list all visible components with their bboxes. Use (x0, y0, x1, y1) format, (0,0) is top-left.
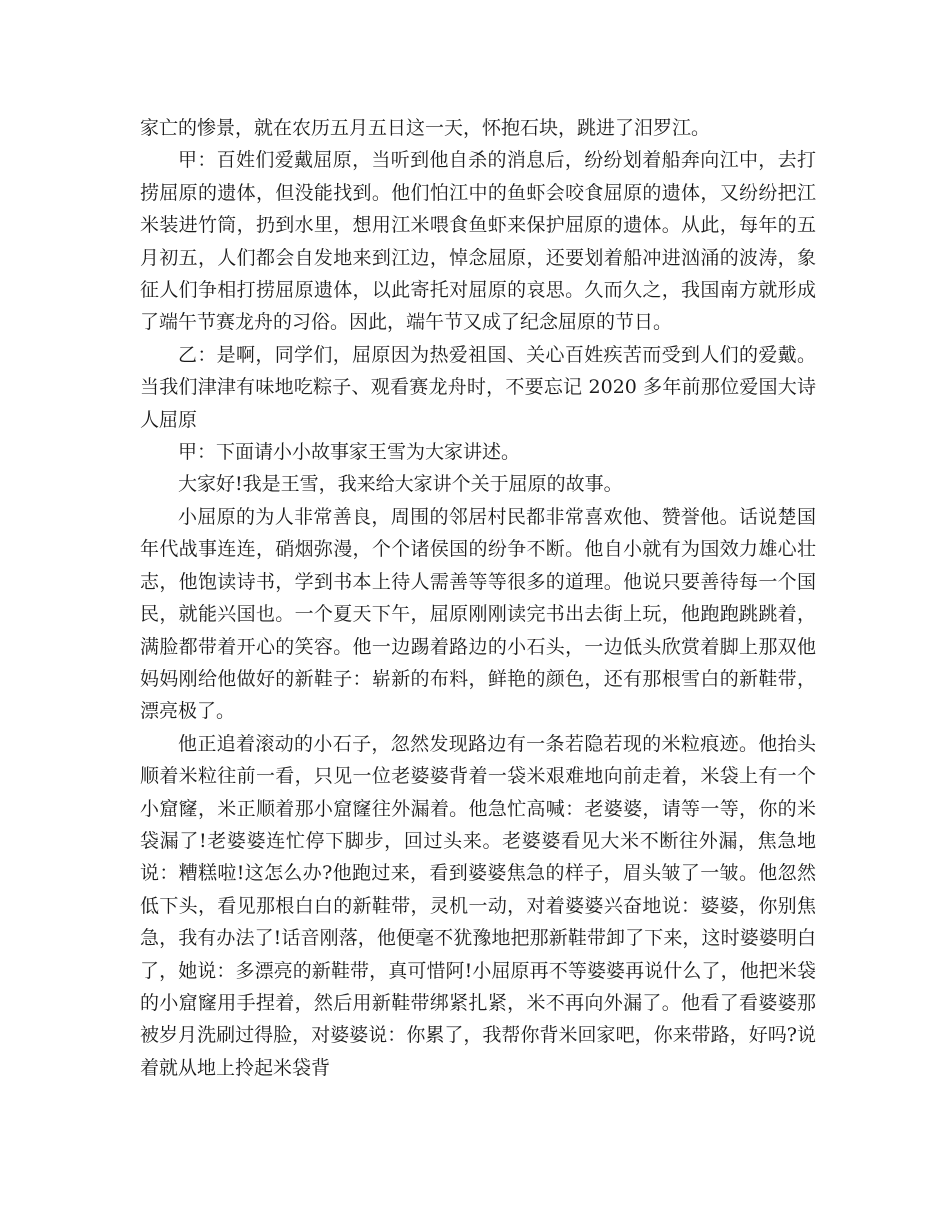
paragraph-jia-2: 甲：下面请小小故事家王雪为大家讲述。 (178, 441, 521, 464)
paragraph-jia-1: 甲：百姓们爱戴屈原，当听到他自杀的消息后，纷纷划着船奔向江中，去打捞屈原的遗体，但没能找到。他们怕江中的鱼虾会咬食屈原的遗体，又纷纷把江米装进竹筒，扔到水里，想用江米喂食鱼虾来保护屈原的遗体。从此，每年的五月初五，人们都会自发地来到江边，悼念屈原，还要划着船冲进汹涌的波涛，象征人们争相打捞屈原遗体，以此寄托对屈原的哀思。久而久之，我国南方就形成了端午节赛龙舟的习俗。因此，端午节又成了纪念屈原的节日。 (140, 149, 816, 334)
paragraph-story-1: 小屈原的为人非常善良，周围的邻居村民都非常喜欢他、赞誉他。话说楚国年代战事连连，硝烟弥漫，个个诸侯国的纷争不断。他自小就有为国效力雄心壮志，他饱读诗书，学到书本上待人需善等等很多的道理。他说只要善待每一个国民，就能兴国也。一个夏天下午，屈原刚刚读完书出去街上玩，他跑跑跳跳着，满脸都带着开心的笑容。他一边踢着路边的小石头，一边低头欣赏着脚上那双他妈妈刚给他做好的新鞋子：崭新的布料，鲜艳的颜色，还有那根雪白的新鞋带，漂亮极了。 (140, 505, 816, 723)
paragraph-yi: 乙：是啊，同学们，屈原因为热爱祖国、关心百姓疾苦而受到人们的爱戴。当我们津津有味地吃粽子、观看赛龙舟时，不要忘记 2020 多年前那位爱国大诗人屈原 (140, 343, 816, 431)
paragraph-greeting: 大家好!我是王雪，我来给大家讲个关于屈原的故事。 (178, 473, 623, 496)
paragraph-continuation: 家亡的惨景，就在农历五月五日这一天，怀抱石块，跳进了汨罗江。 (140, 117, 711, 139)
paragraph-story-2: 他正追着滚动的小石子，忽然发现路边有一条若隐若现的米粒痕迹。他抬头顺着米粒往前一看，只见一位老婆婆背着一袋米艰难地向前走着，米袋上有一个小窟窿，米正顺着那小窟窿往外漏着。他急忙高喊：老婆婆，请等一等，你的米袋漏了!老婆婆连忙停下脚步，回过头来。老婆婆看见大米不断往外漏，焦急地说：糟糕啦!这怎么办?他跑过来，看到婆婆焦急的样子，眉头皱了一皱。他忽然低下头，看见那根白白的新鞋带，灵机一动，对着婆婆兴奋地说：婆婆，你别焦急，我有办法了!话音刚落，他便毫不犹豫地把那新鞋带卸了下来，这时婆婆明白了，她说：多漂亮的新鞋带，真可惜阿!小屈原再不等婆婆再说什么了，他把米袋的小窟窿用手捏着，然后用新鞋带绑紧扎紧，米不再向外漏了。他看了看婆婆那被岁月洗刷过得脸，对婆婆说：你累了，我帮你背米回家吧，你来带路，好吗?说着就从地上拎起米袋背 (140, 732, 816, 1079)
document-body (140, 112, 816, 1084)
